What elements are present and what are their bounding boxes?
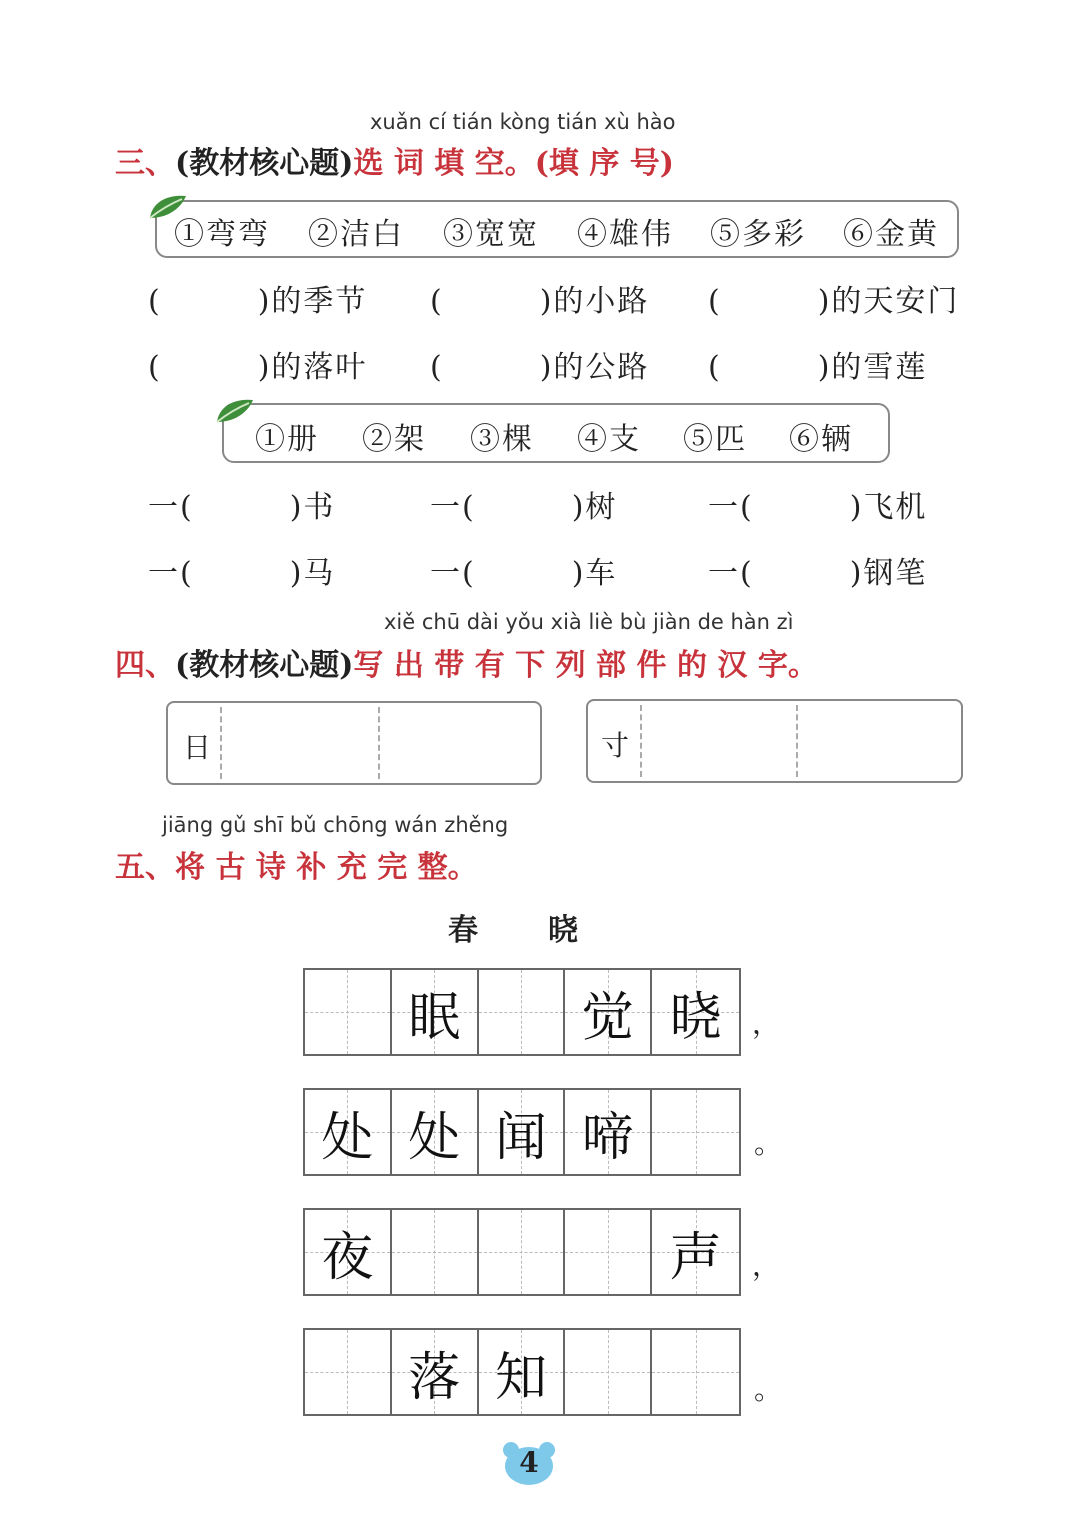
section4-instruction: 写 出 带 有 下 列 部 件 的 汉 字。 xyxy=(353,648,818,683)
option-3: ③宽宽 xyxy=(443,217,539,252)
part-char: 寸 xyxy=(601,729,630,762)
option-2: ②洁白 xyxy=(308,217,404,252)
tian-zi-cell: 啼 xyxy=(565,1090,652,1174)
fill-blank[interactable]: 一( )马 xyxy=(148,556,336,591)
tian-zi-cell[interactable] xyxy=(479,1210,566,1294)
options-box-adjectives xyxy=(155,200,959,258)
tian-zi-cell[interactable] xyxy=(652,1090,739,1174)
tian-zi-cell[interactable] xyxy=(652,1330,739,1414)
section3-pinyin: xuǎn cí tián kòng tián xù hào xyxy=(370,110,676,134)
fill-blank[interactable]: 一( )书 xyxy=(148,490,336,525)
option-5: ⑤匹 xyxy=(683,422,747,457)
tian-zi-cell: 眠 xyxy=(392,970,479,1054)
fill-blank[interactable]: 一( )飞机 xyxy=(708,490,928,525)
section4-pinyin: xiě chū dài yǒu xià liè bù jiàn de hàn zì xyxy=(384,610,794,634)
option-1: ①弯弯 xyxy=(174,217,270,252)
section3-instruction: 选 词 填 空。(填 序 号) xyxy=(353,146,675,181)
tian-zi-cell: 处 xyxy=(305,1090,392,1174)
tian-zi-cell[interactable] xyxy=(305,970,392,1054)
tian-zi-cell: 夜 xyxy=(305,1210,392,1294)
answer-slot[interactable] xyxy=(380,705,534,777)
page-number: 4 xyxy=(519,1446,539,1479)
fill-blank[interactable]: ( )的公路 xyxy=(430,350,650,385)
poem-line-3 xyxy=(303,1208,741,1296)
punctuation: ， xyxy=(752,1007,781,1040)
answer-slot[interactable] xyxy=(222,705,374,777)
tian-zi-cell[interactable] xyxy=(479,970,566,1054)
punctuation: 。 xyxy=(754,1127,783,1160)
fill-blank[interactable]: ( )的季节 xyxy=(148,284,368,319)
section4-category: (教材核心题) xyxy=(175,648,354,683)
answer-slot[interactable] xyxy=(642,703,792,775)
option-4: ④雄伟 xyxy=(577,217,673,252)
poem-title: 春晓 xyxy=(448,913,648,948)
poem-line-4 xyxy=(303,1328,741,1416)
poem-line-2 xyxy=(303,1088,741,1176)
leaf-icon xyxy=(213,396,257,426)
section5-pinyin: jiāng gǔ shī bǔ chōng wán zhěng xyxy=(162,813,509,837)
fill-blank[interactable]: ( )的小路 xyxy=(430,284,650,319)
option-3: ③棵 xyxy=(470,422,534,457)
section3-title xyxy=(115,138,674,182)
option-6: ⑥金黄 xyxy=(843,217,939,252)
tian-zi-cell: 处 xyxy=(392,1090,479,1174)
tian-zi-cell[interactable] xyxy=(565,1210,652,1294)
tian-zi-cell: 闻 xyxy=(479,1090,566,1174)
section3-number: 三、 xyxy=(115,146,175,181)
tian-zi-cell: 晓 xyxy=(652,970,739,1054)
section4-number: 四、 xyxy=(115,648,175,683)
tian-zi-cell[interactable] xyxy=(565,1330,652,1414)
fill-blank[interactable]: ( )的落叶 xyxy=(148,350,368,385)
fill-blank[interactable]: ( )的雪莲 xyxy=(708,350,928,385)
section5-title xyxy=(115,842,478,886)
section4-title xyxy=(115,640,818,684)
option-5: ⑤多彩 xyxy=(710,217,806,252)
fill-blank[interactable]: 一( )钢笔 xyxy=(708,556,928,591)
punctuation: ， xyxy=(752,1249,781,1282)
tian-zi-cell: 觉 xyxy=(565,970,652,1054)
fill-blank[interactable]: 一( )车 xyxy=(430,556,618,591)
part-char: 日 xyxy=(183,731,212,764)
tian-zi-cell: 声 xyxy=(652,1210,739,1294)
option-1: ①册 xyxy=(255,422,319,457)
section5-number: 五、 xyxy=(115,850,175,885)
fill-blank[interactable]: 一( )树 xyxy=(430,490,618,525)
tian-zi-cell[interactable] xyxy=(305,1330,392,1414)
option-6: ⑥辆 xyxy=(789,422,853,457)
answer-slot[interactable] xyxy=(798,703,955,775)
tian-zi-cell[interactable] xyxy=(392,1210,479,1294)
option-2: ②架 xyxy=(362,422,426,457)
option-4: ④支 xyxy=(577,422,641,457)
tian-zi-cell: 落 xyxy=(392,1330,479,1414)
fill-blank[interactable]: ( )的天安门 xyxy=(708,284,960,319)
section3-category: (教材核心题) xyxy=(175,146,354,181)
tian-zi-cell: 知 xyxy=(479,1330,566,1414)
punctuation: 。 xyxy=(754,1373,783,1406)
section5-instruction: 将 古 诗 补 充 完 整。 xyxy=(175,850,478,885)
poem-line-1 xyxy=(303,968,741,1056)
